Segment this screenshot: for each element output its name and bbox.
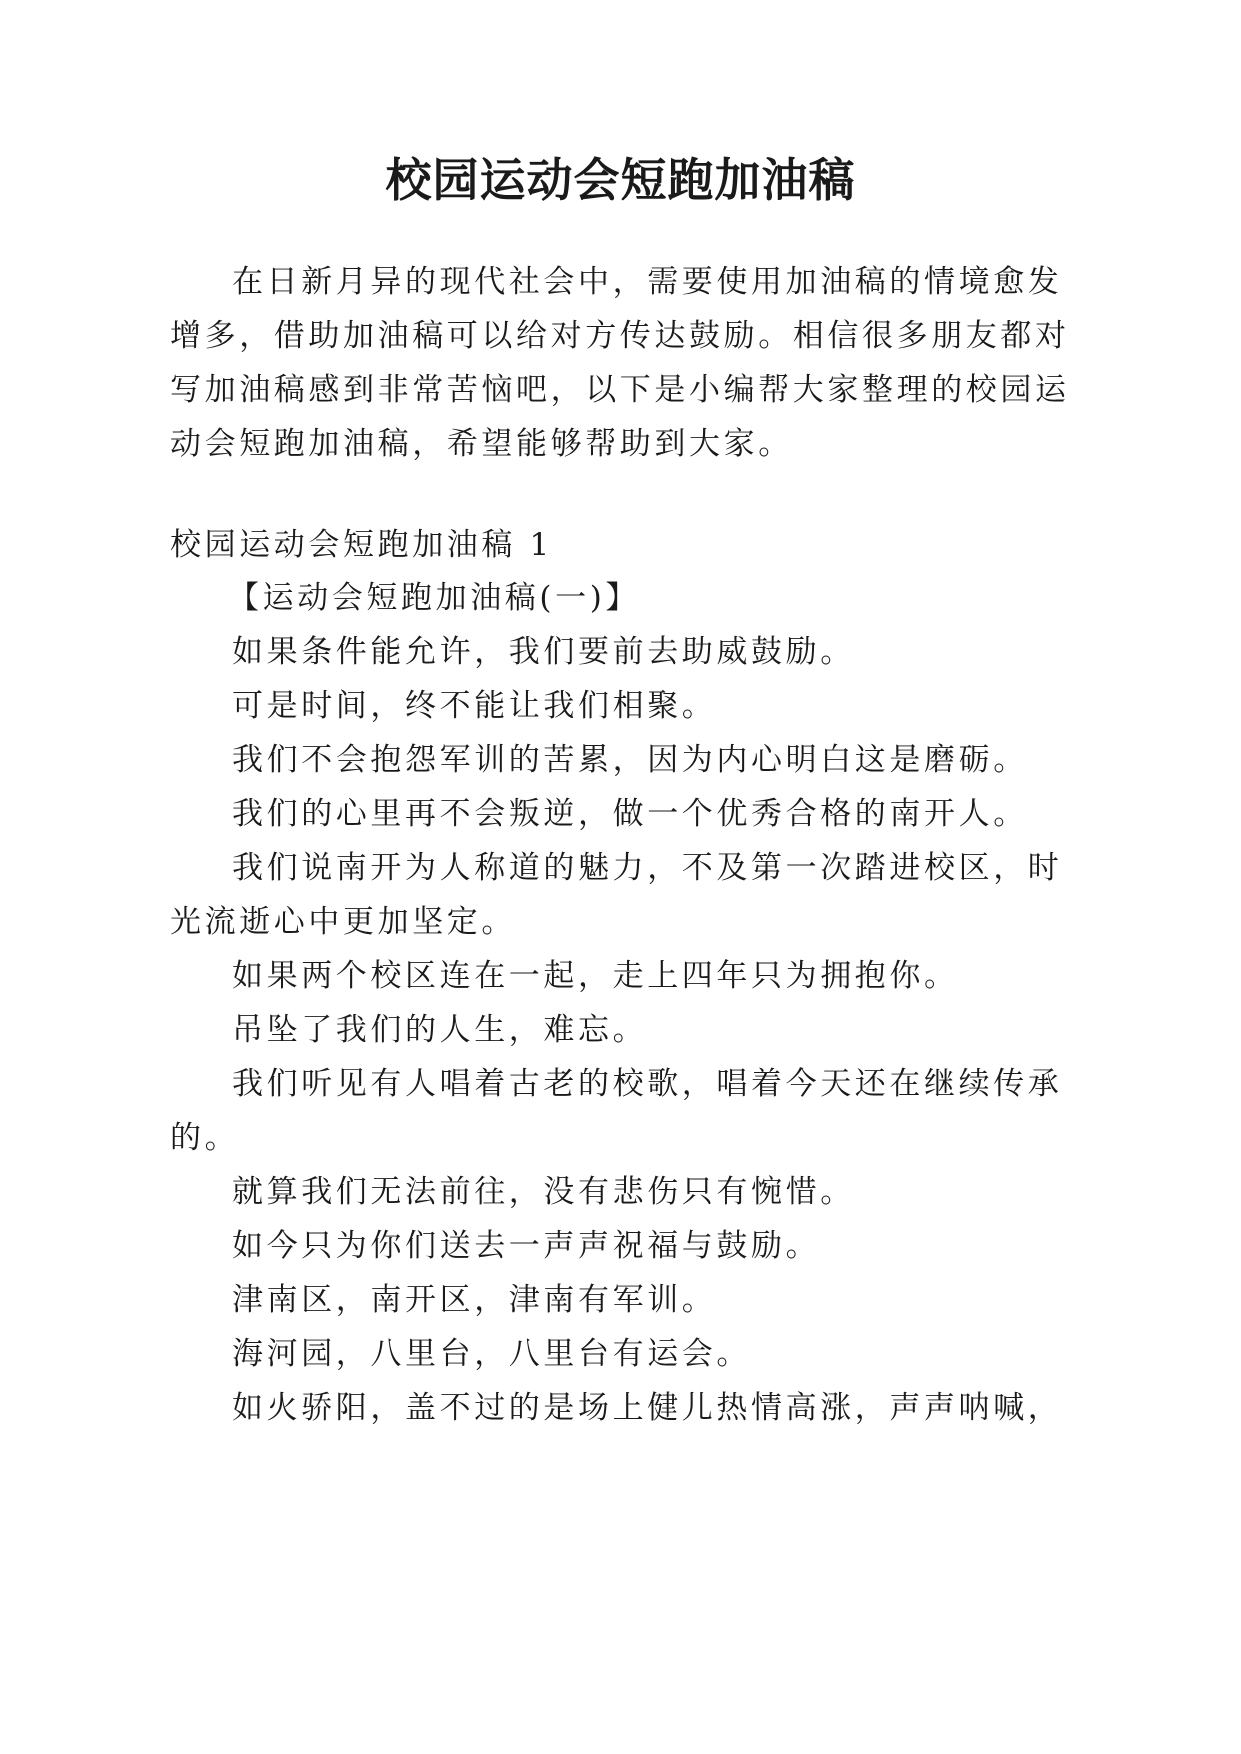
body-line: 可是时间，终不能让我们相聚。 <box>232 688 717 724</box>
body-line: 如果两个校区连在一起，走上四年只为拥抱你。 <box>232 958 959 994</box>
body-line: 的。 <box>170 1120 240 1156</box>
body-line: 如果条件能允许，我们要前去助威鼓励。 <box>232 634 855 670</box>
intro-line: 在日新月异的现代社会中，需要使用加油稿的情境愈发 <box>232 264 1063 300</box>
intro-line: 写加油稿感到非常苦恼吧，以下是小编帮大家整理的校园运 <box>170 372 1070 408</box>
document-title: 校园运动会短跑加油稿 <box>385 153 856 207</box>
body-line: 我们的心里再不会叛逆，做一个优秀合格的南开人。 <box>232 796 1028 832</box>
body-line: 我们不会抱怨军训的苦累，因为内心明白这是磨砺。 <box>232 742 1028 778</box>
body-line: 就算我们无法前往，没有悲伤只有惋惜。 <box>232 1174 855 1210</box>
section-heading: 校园运动会短跑加油稿 1 <box>170 527 553 563</box>
subheading: 【运动会短跑加油稿(一)】 <box>228 580 640 616</box>
body-line: 光流逝心中更加坚定。 <box>170 904 516 940</box>
body-line: 我们说南开为人称道的魅力，不及第一次踏进校区，时 <box>232 850 1063 886</box>
body-line: 吊坠了我们的人生，难忘。 <box>232 1012 648 1048</box>
body-line: 海河园，八里台，八里台有运会。 <box>232 1336 751 1372</box>
body-line: 如今只为你们送去一声声祝福与鼓励。 <box>232 1228 821 1264</box>
body-line: 津南区，南开区，津南有军训。 <box>232 1282 717 1318</box>
intro-line: 动会短跑加油稿，希望能够帮助到大家。 <box>170 426 793 462</box>
body-line: 我们听见有人唱着古老的校歌，唱着今天还在继续传承 <box>232 1066 1063 1102</box>
body-line: 如火骄阳，盖不过的是场上健儿热情高涨，声声呐喊， <box>232 1390 1063 1426</box>
intro-line: 增多，借助加油稿可以给对方传达鼓励。相信很多朋友都对 <box>170 318 1070 354</box>
